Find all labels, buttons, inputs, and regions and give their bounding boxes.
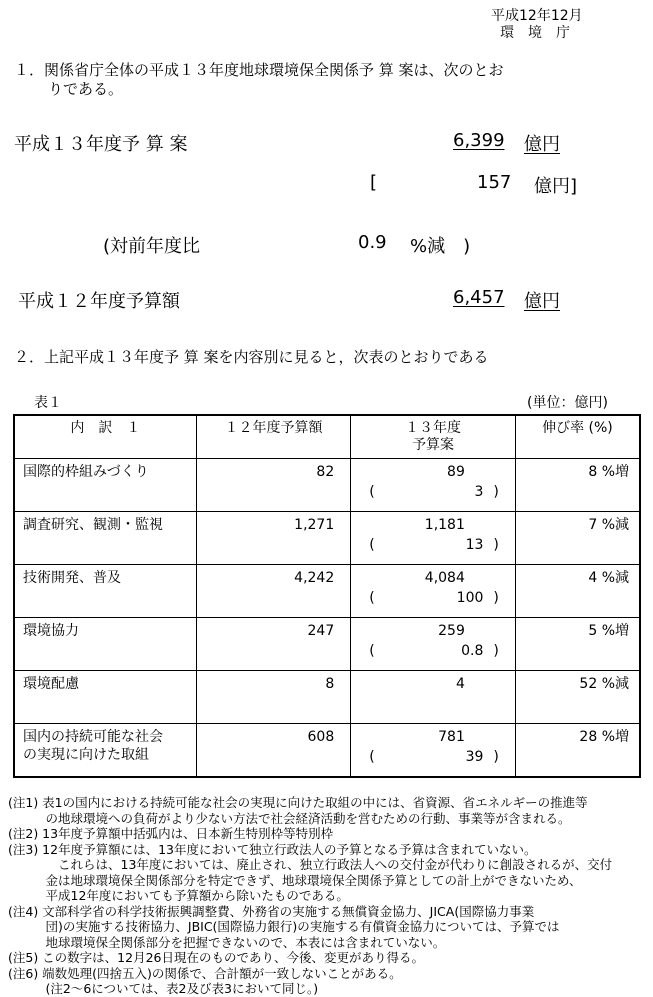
note-line: の地球環境への負荷がより少ない方法で社会経済活動を営むための行動、事業等が含まれる。 (8, 810, 571, 826)
row-fy13: 259 ( 0.8 ) (351, 618, 516, 671)
document-date: 平成12年12月 (491, 8, 583, 24)
row-fy12: 608 (196, 724, 351, 777)
note-line: (注6) 端数処理(四捨五入)の関係で、合計額が一致しないことがある。 (8, 965, 402, 981)
note-line: 平成12年度においても予算額から除いたものである。 (8, 888, 349, 903)
section-1-line-2: りである。 (48, 80, 124, 98)
budget-table (13, 414, 641, 778)
table-caption: 表１ (34, 395, 62, 411)
note-line: (注3) 12年度予算額には、13年度において独立行政法人の予算となる予算は含まれていない。 (8, 841, 537, 857)
header-fy13: １３年度 予算案 (351, 415, 516, 459)
table-row (14, 512, 640, 565)
row-fy12: 82 (196, 459, 351, 512)
table-row (14, 565, 640, 618)
fy12-budget-unit: 億円 (524, 291, 560, 312)
note-line: (注1) 表1の国内における持続可能な社会の実現に向けた取組の中には、省資源、省エネルギーの推進等 (8, 795, 588, 810)
row-category: 環境配慮 (14, 671, 196, 724)
row-rate: 52 %減 (515, 671, 640, 724)
section-1-line-1: １．関係省庁全体の平成１３年度地球環境保全関係予 算 案は、次のとお (14, 61, 504, 79)
fy13-budget-label: 平成１３年度予 算 案 (14, 134, 188, 155)
table-row (14, 671, 640, 724)
row-fy13: 89 ( 3 ) (351, 459, 516, 512)
bracket-open: [ (370, 172, 378, 193)
fy13-budget-value: 6,399 (453, 130, 505, 151)
note-line: これらは、13年度においては、廃止され、独立行政法人への交付金が代わりに創設されるが、交付 (8, 857, 613, 872)
table-row (14, 459, 640, 512)
row-rate: 5 %増 (515, 618, 640, 671)
row-rate: 8 %増 (515, 459, 640, 512)
row-fy12: 1,271 (196, 512, 351, 565)
note-line: 金は地球環境保全関係部分を特定できず、地球環境保全関係予算としての計上ができないため、 (8, 872, 582, 888)
row-category: 環境協力 (14, 618, 196, 671)
table-row (14, 724, 640, 777)
note-line: (注2) 13年度予算額中括弧内は、日本新生特別枠等特別枠 (8, 826, 334, 841)
note-line: (注5) この数字は、12月26日現在のものであり、今後、変更があり得る。 (8, 950, 424, 965)
table-unit-note: (単位：億円) (527, 395, 608, 411)
issuing-agency: 環 境 庁 (500, 25, 570, 41)
table-row (14, 618, 640, 671)
fy12-budget-label: 平成１２年度予算額 (18, 291, 180, 312)
note-line: (注2〜6については、表2及び表3において同じ。) (8, 981, 319, 996)
row-rate: 4 %減 (515, 565, 640, 618)
ratio-value: 0.9 (358, 232, 387, 253)
header-breakdown: 内 訳 １ (14, 415, 196, 459)
header-fy12: １２年度予算額 (196, 415, 351, 459)
footnotes (8, 795, 648, 997)
special-quota-value: 157 (477, 172, 512, 193)
row-category: 国際的枠組みづくり (14, 459, 196, 512)
note-line: 地球環境保全関係部分を把握できないので、本表には含まれていない。 (8, 934, 446, 950)
table-header-row (14, 415, 640, 459)
header-growth-rate: 伸び率 (%) (515, 415, 640, 459)
row-category: 国内の持続可能な社会 の実現に向けた取組 (14, 724, 196, 777)
note-line: (注4) 文部科学省の科学技術振興調整費、外務省の実施する無償資金協力、JICA(国際協力事業 (8, 903, 535, 919)
row-rate: 7 %減 (515, 512, 640, 565)
row-fy13: 4,084 ( 100 ) (351, 565, 516, 618)
row-fy12: 247 (196, 618, 351, 671)
row-fy12: 4,242 (196, 565, 351, 618)
row-category: 調査研究、観測・監視 (14, 512, 196, 565)
row-fy13: 1,181 ( 13 ) (351, 512, 516, 565)
ratio-unit: %減 ) (410, 236, 471, 257)
row-fy13: 781 ( 39 ) (351, 724, 516, 777)
special-quota-unit: 億円] (534, 176, 578, 197)
note-line: 団)の実施する技術協力、JBIC(国際協力銀行)の実施する有償資金協力については、予算では (8, 919, 560, 934)
fy12-budget-value: 6,457 (453, 287, 505, 308)
fy13-budget-unit: 億円 (524, 134, 560, 155)
section-2-line: ２．上記平成１３年度予 算 案を内容別に見ると，次表のとおりである (14, 348, 489, 366)
row-fy12: 8 (196, 671, 351, 724)
ratio-label: (対前年度比 (103, 236, 201, 257)
row-rate: 28 %増 (515, 724, 640, 777)
row-category: 技術開発、普及 (14, 565, 196, 618)
row-fy13: 4 (351, 671, 516, 724)
